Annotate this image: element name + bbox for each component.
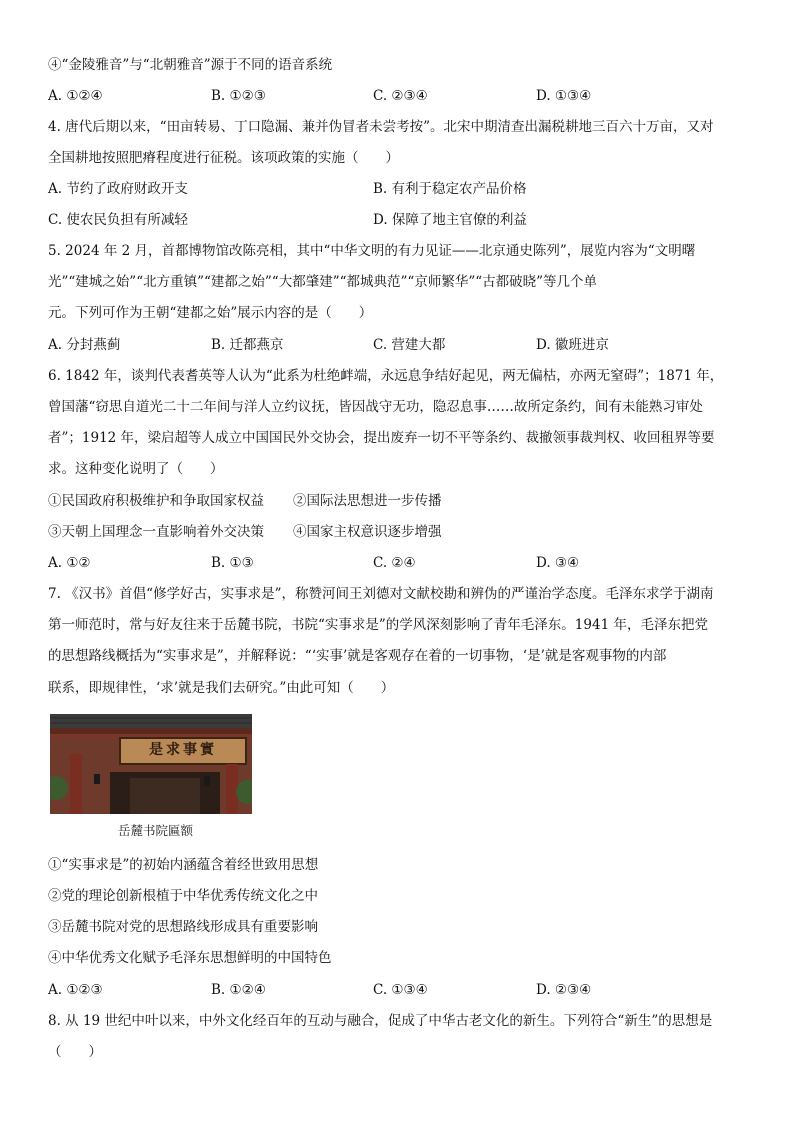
q6-statement-1: ①民国政府积极维护和争取国家权益 bbox=[48, 493, 264, 509]
q7-statement-2: ②党的理论创新根植于中华优秀传统文化之中 bbox=[48, 888, 318, 904]
q4-option-a: A. 节约了政府财政开支 bbox=[48, 181, 188, 197]
q7-options bbox=[48, 980, 748, 1000]
photo-caption: 岳麓书院匾额 bbox=[118, 823, 194, 838]
q5-option-d: D. 徽班进京 bbox=[536, 337, 609, 353]
q5-option-a: A. 分封燕蓟 bbox=[48, 337, 121, 353]
q6-stem-line-2: 曾国藩“窃思自道光二十二年间与洋人立约议抚，皆因战守无功，隐忍息事……故所定条约，间有未能熟习审处 bbox=[48, 399, 703, 415]
q3-options bbox=[48, 86, 748, 106]
q6-statement-4: ④国家主权意识逐步增强 bbox=[293, 524, 442, 540]
q6-stem-line-4: 求。这种变化说明了（ ） bbox=[48, 461, 224, 477]
q7-statement-3: ③岳麓书院对党的思想路线形成具有重要影响 bbox=[48, 919, 318, 935]
q3-option-c: C. ②③④ bbox=[373, 88, 428, 104]
q7-stem-line-1: 7. 《汉书》首倡“修学好古，实事求是”，称赞河间王刘德对文献校勘和辨伪的严谨治学态度。毛泽东求学于湖南 bbox=[48, 586, 714, 602]
q7-stem-line-2: 第一师范时，常与好友往来于岳麓书院，书院“实事求是”的学风深刻影响了青年毛泽东。1941 年，毛泽东把党 bbox=[48, 617, 708, 633]
q6-option-d: D. ③④ bbox=[536, 555, 580, 571]
q6-statements-row-1 bbox=[48, 491, 748, 511]
q6-statement-3: ③天朝上国理念一直影响着外交决策 bbox=[48, 524, 264, 540]
q3-option-b: B. ①②③ bbox=[211, 88, 266, 104]
q7-statement-1: ①“实事求是”的初始内涵蕴含着经世致用思想 bbox=[48, 857, 319, 873]
q7-stem-line-4: 联系，即规律性，‘求’就是我们去研究。”由此可知（ ） bbox=[48, 680, 395, 696]
q7-statement-4: ④中华优秀文化赋予毛泽东思想鲜明的中国特色 bbox=[48, 950, 332, 966]
q5-option-c: C. 营建大都 bbox=[373, 337, 446, 353]
q4-option-b: B. 有利于稳定农产品价格 bbox=[373, 181, 527, 197]
q6-stem-line-1: 6. 1842 年，谈判代表耆英等人认为“此系为杜绝衅端，永远息争结好起见，两无偏枯，亦两无窒碍”；1871 年， bbox=[48, 368, 724, 384]
q4-option-c: C. 使农民负担有所减轻 bbox=[48, 212, 188, 228]
q3-statement-4: ④“金陵雅音”与“北朝雅音”源于不同的语音系统 bbox=[48, 57, 333, 73]
q6-options bbox=[48, 553, 748, 573]
yuelu-academy-plaque-photo bbox=[50, 714, 252, 814]
q6-statements-row-2 bbox=[48, 522, 748, 542]
q7-option-a: A. ①②③ bbox=[48, 982, 103, 998]
q7-option-b: B. ①②④ bbox=[211, 982, 266, 998]
q3-option-a: A. ①②④ bbox=[48, 88, 103, 104]
q6-option-c: C. ②④ bbox=[373, 555, 416, 571]
q7-option-d: D. ②③④ bbox=[536, 982, 592, 998]
q8-stem-line-1: 8. 从 19 世纪中叶以来，中外文化经百年的互动与融合，促成了中华古老文化的新生。下列符合“新生”的思想是 bbox=[48, 1013, 713, 1029]
plaque-illustration bbox=[50, 714, 252, 814]
q4-option-d: D. 保障了地主官僚的利益 bbox=[373, 212, 527, 228]
q7-stem-line-3: 的思想路线概括为“实事求是”，并解释说：“‘实事’就是客观存在着的一切事物，‘是’就是客观事物的内部 bbox=[48, 648, 667, 664]
q6-stem-line-3: 者”；1912 年，梁启超等人成立中国国民外交协会，提出废弃一切不平等条约、裁撤领事裁判权、收回租界等要 bbox=[48, 430, 715, 446]
q6-statement-2: ②国际法思想进一步传播 bbox=[293, 493, 442, 509]
q5-stem-line-1: 5. 2024 年 2 月，首都博物馆改陈亮相，其中“中华文明的有力见证——北京通史陈列”，展览内容为“文明曙 bbox=[48, 243, 696, 259]
q4-options-row-1 bbox=[48, 179, 748, 199]
q8-stem-line-2: （ ） bbox=[48, 1044, 102, 1060]
q4-stem-line-2: 全国耕地按照肥瘠程度进行征税。该项政策的实施（ ） bbox=[48, 150, 399, 166]
q5-options bbox=[48, 335, 748, 355]
q7-option-c: C. ①③④ bbox=[373, 982, 428, 998]
plaque-inscription: 是求事實 bbox=[149, 742, 217, 758]
q5-option-b: B. 迁都燕京 bbox=[211, 337, 284, 353]
q6-option-b: B. ①③ bbox=[211, 555, 254, 571]
q6-option-a: A. ①② bbox=[48, 555, 91, 571]
q4-stem-line-1: 4. 唐代后期以来，“田亩转易、丁口隐漏、兼并伪冒者未尝考按”。北宋中期清查出漏税耕地三百六十万亩，又对 bbox=[48, 119, 714, 135]
q4-options-row-2 bbox=[48, 210, 748, 230]
q5-stem-line-2: 光”“建城之始”“北方重镇”“建都之始”“大都肇建”“都城典范”“京师繁华”“古都破晓”等几个单 bbox=[48, 274, 598, 290]
q5-stem-line-3: 元。下列可作为王朝“建都之始”展示内容的是（ ） bbox=[48, 305, 373, 321]
q3-option-d: D. ①③④ bbox=[536, 88, 592, 104]
